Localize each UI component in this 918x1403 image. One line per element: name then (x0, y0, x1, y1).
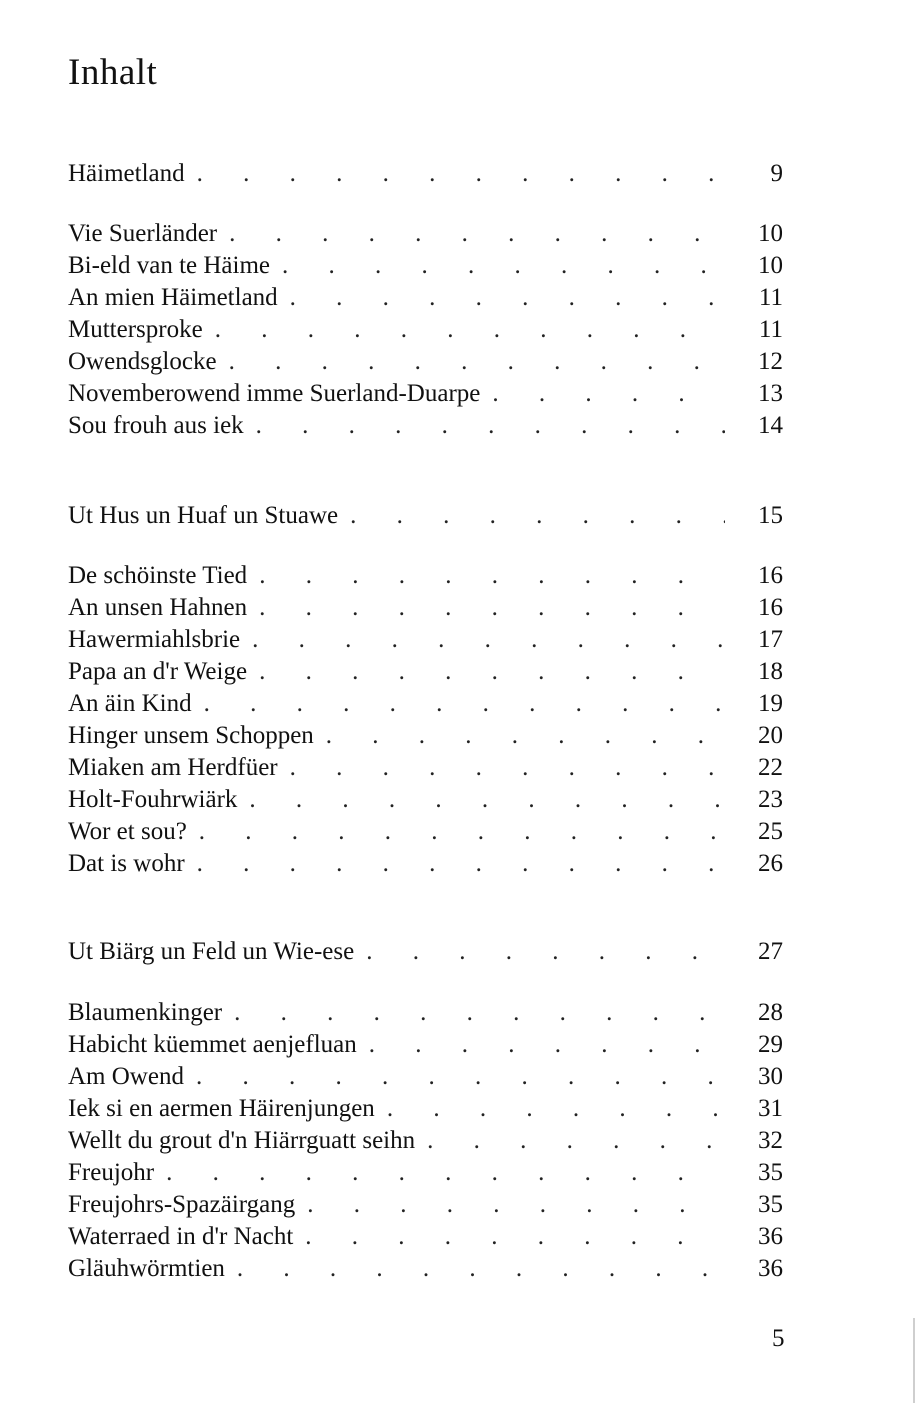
entry-title: Häimetland (68, 160, 185, 187)
toc-entry (68, 282, 783, 314)
entry-title: Wor et sou? (68, 818, 187, 845)
page-number: 32 (758, 1127, 783, 1154)
entry-title: Miaken am Herdfüer (68, 754, 278, 781)
page-number: 14 (758, 412, 783, 439)
toc-section-heading (68, 500, 783, 532)
page-number: 23 (758, 786, 783, 813)
dot-leader (207, 314, 725, 346)
entry-title: Novemberowend imme Suerland-Duarpe (68, 380, 481, 407)
dot-leader (226, 997, 725, 1029)
dot-leader (221, 346, 725, 378)
entry-title: Owendsglocke (68, 348, 217, 375)
entry-title: Habicht küemmet aenjefluan (68, 1031, 357, 1058)
dot-leader (244, 624, 725, 656)
dot-leader (251, 656, 725, 688)
entry-title: An äin Kind (68, 690, 192, 717)
entry-title: Hinger unsem Schoppen (68, 722, 314, 749)
dot-leader (282, 282, 725, 314)
toc-section-heading (68, 936, 783, 968)
toc-entry (68, 1029, 783, 1061)
dot-leader (251, 560, 725, 592)
page-number: 11 (758, 316, 783, 343)
toc-entry (68, 848, 783, 880)
dot-leader (484, 378, 725, 410)
dot-leader (158, 1157, 725, 1189)
dot-leader (248, 410, 725, 442)
toc-section-heading (68, 158, 783, 190)
page-number: 16 (758, 562, 783, 589)
entry-title: Holt-Fouhrwiärk (68, 786, 238, 813)
page-number: 35 (758, 1191, 783, 1218)
toc-entry (68, 656, 783, 688)
entry-title: Bi-eld van te Häime (68, 252, 271, 279)
page-number: 15 (758, 502, 783, 529)
toc-entry (68, 1093, 783, 1125)
dot-leader (299, 1189, 725, 1221)
page-title: Inhalt (68, 52, 158, 93)
toc-entry (68, 560, 783, 592)
dot-leader (191, 816, 725, 848)
toc-entry (68, 784, 783, 816)
entry-title: Blaumenkinger (68, 999, 223, 1026)
dot-leader (229, 1253, 725, 1285)
page-number: 10 (758, 220, 783, 247)
page-number: 29 (758, 1031, 783, 1058)
dot-leader (419, 1125, 725, 1157)
entry-title: Freujohrs-Spazäirgang (68, 1191, 296, 1218)
page-number: 13 (758, 380, 783, 407)
page-number: 35 (758, 1159, 783, 1186)
toc-entry (68, 314, 783, 346)
page-number: 31 (758, 1095, 783, 1122)
page-folio: 5 (772, 1325, 785, 1352)
toc-entry (68, 410, 783, 442)
entry-title: Muttersproke (68, 316, 203, 343)
entry-title: Gläuhwörmtien (68, 1255, 225, 1282)
toc-entry (68, 218, 783, 250)
toc-entry (68, 688, 783, 720)
dot-leader (274, 250, 725, 282)
dot-leader (251, 592, 725, 624)
dot-leader (188, 1061, 725, 1093)
dot-leader (189, 158, 725, 190)
page-number: 30 (758, 1063, 783, 1090)
page-number: 18 (758, 658, 783, 685)
entry-title: Iek si en aermen Häirenjungen (68, 1095, 375, 1122)
page-number: 16 (758, 594, 783, 621)
page-number: 12 (758, 348, 783, 375)
toc-entry (68, 378, 783, 410)
toc-entry (68, 1189, 783, 1221)
entry-title: Vie Suerländer (68, 220, 218, 247)
page-number: 28 (758, 999, 783, 1026)
toc-entry (68, 250, 783, 282)
toc-entry (68, 1253, 783, 1285)
toc-entry (68, 752, 783, 784)
dot-leader (342, 500, 725, 532)
entry-title: Am Owend (68, 1063, 184, 1090)
toc-entry (68, 1221, 783, 1253)
toc-entry (68, 624, 783, 656)
entry-title: An mien Häimetland (68, 284, 278, 311)
entry-title: Freujohr (68, 1159, 155, 1186)
dot-leader (379, 1093, 725, 1125)
toc-entry (68, 1157, 783, 1189)
entry-title: An unsen Hahnen (68, 594, 248, 621)
page-number: 19 (758, 690, 783, 717)
toc-entry (68, 997, 783, 1029)
page-number: 26 (758, 850, 783, 877)
toc-entry (68, 1061, 783, 1093)
toc-entry (68, 1125, 783, 1157)
dot-leader (189, 848, 725, 880)
toc-entry (68, 720, 783, 752)
entry-title: Dat is wohr (68, 850, 185, 877)
page-number: 9 (770, 160, 783, 187)
entry-title: Waterraed in d'r Nacht (68, 1223, 294, 1250)
scan-edge (913, 1318, 915, 1403)
dot-leader (221, 218, 725, 250)
page-number: 22 (758, 754, 783, 781)
page-number: 36 (758, 1255, 783, 1282)
entry-title: Wellt du grout d'n Hiärrguatt seihn (68, 1127, 416, 1154)
toc-entry (68, 816, 783, 848)
page-number: 25 (758, 818, 783, 845)
entry-title: Ut Biärg un Feld un Wie-ese (68, 938, 355, 965)
page-number: 20 (758, 722, 783, 749)
dot-leader (297, 1221, 725, 1253)
page-number: 10 (758, 252, 783, 279)
toc-entry (68, 592, 783, 624)
page-number: 36 (758, 1223, 783, 1250)
dot-leader (196, 688, 725, 720)
entry-title: De schöinste Tied (68, 562, 248, 589)
page-number: 27 (758, 938, 783, 965)
entry-title: Sou frouh aus iek (68, 412, 244, 439)
dot-leader (241, 784, 725, 816)
page-number: 11 (758, 284, 783, 311)
entry-title: Ut Hus un Huaf un Stuawe (68, 502, 339, 529)
dot-leader (358, 936, 725, 968)
dot-leader (282, 752, 725, 784)
page-number: 17 (758, 626, 783, 653)
entry-title: Papa an d'r Weige (68, 658, 248, 685)
entry-title: Hawermiahlsbrie (68, 626, 241, 653)
dot-leader (318, 720, 725, 752)
dot-leader (361, 1029, 725, 1061)
toc-entry (68, 346, 783, 378)
